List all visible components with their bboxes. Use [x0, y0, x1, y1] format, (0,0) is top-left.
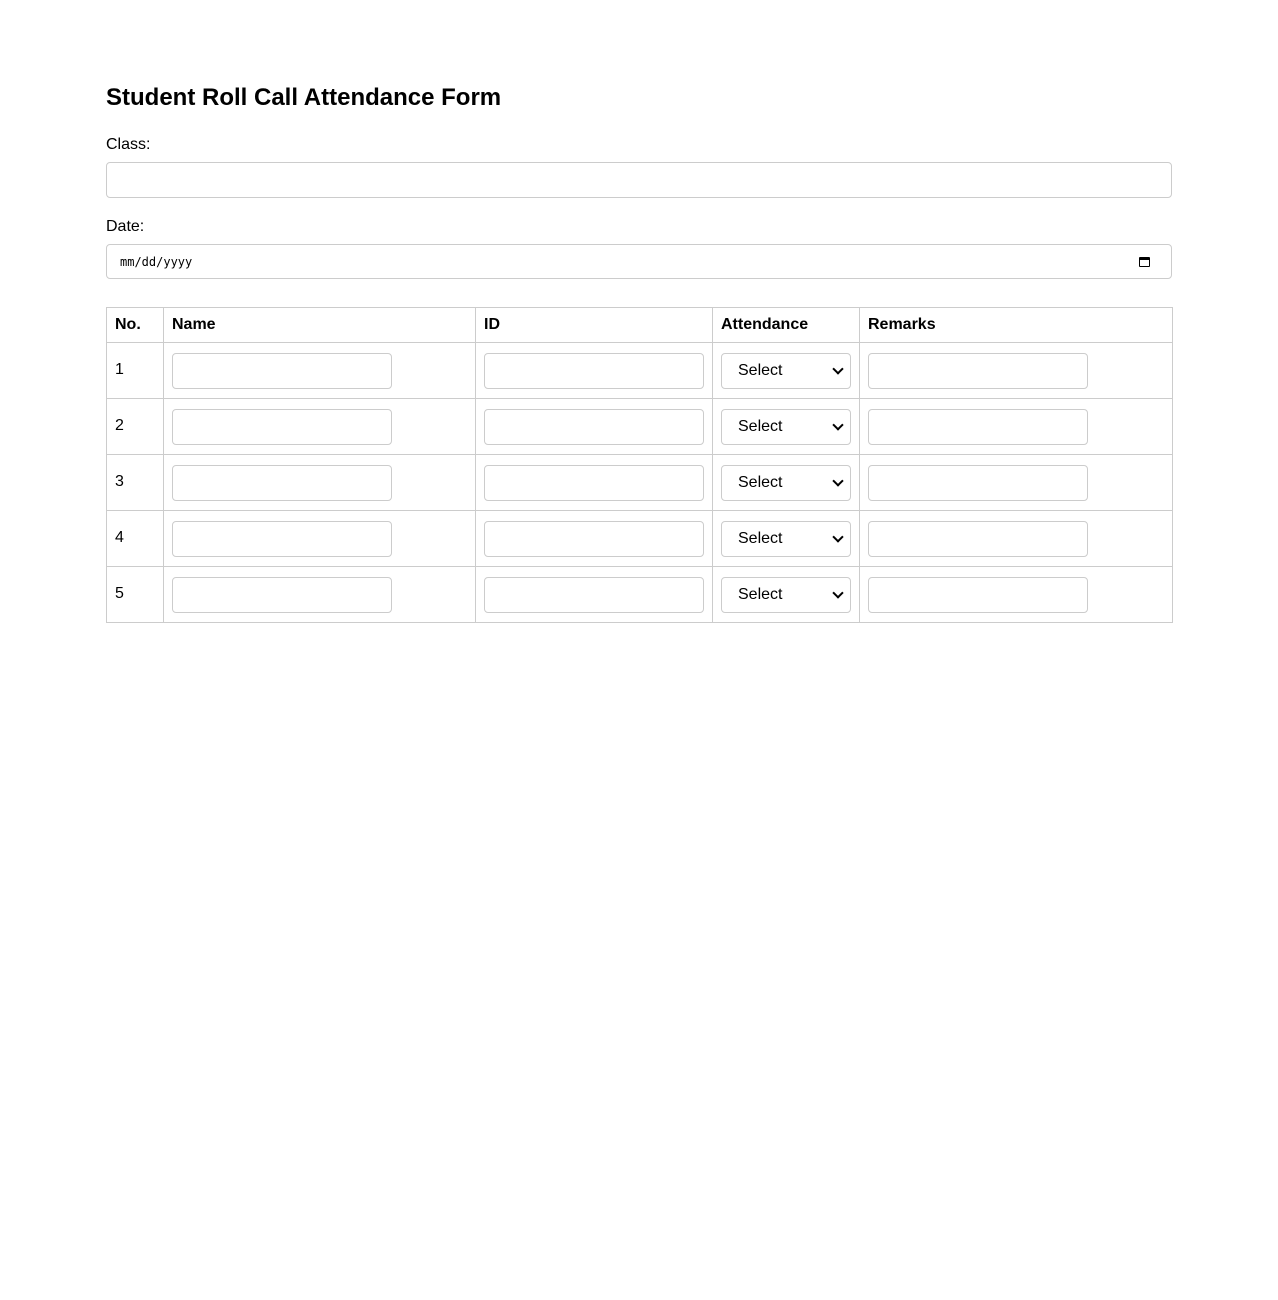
id-input[interactable] — [484, 577, 704, 613]
row-number: 2 — [107, 399, 164, 455]
header-remarks: Remarks — [860, 308, 1173, 343]
date-placeholder: mm/dd/yyyy — [120, 254, 193, 269]
id-input[interactable] — [484, 409, 704, 445]
remarks-input[interactable] — [868, 521, 1088, 557]
name-input[interactable] — [172, 353, 392, 389]
page-title: Student Roll Call Attendance Form — [106, 84, 502, 111]
row-number: 5 — [107, 567, 164, 623]
attendance-select[interactable] — [721, 521, 851, 557]
attendance-select-value: Select — [738, 530, 783, 547]
date-input[interactable] — [106, 244, 1172, 279]
attendance-select-value: Select — [738, 586, 783, 603]
name-input[interactable] — [172, 521, 392, 557]
table-row — [107, 455, 1173, 511]
class-input[interactable] — [106, 162, 1172, 198]
header-no: No. — [107, 308, 164, 343]
chevron-down-icon — [832, 419, 843, 430]
name-input[interactable] — [172, 465, 392, 501]
table-row — [107, 399, 1173, 455]
id-input[interactable] — [484, 353, 704, 389]
header-name: Name — [164, 308, 476, 343]
table-row — [107, 567, 1173, 623]
class-label: Class: — [106, 136, 151, 153]
id-input[interactable] — [484, 521, 704, 557]
attendance-select-value: Select — [738, 418, 783, 435]
attendance-select[interactable] — [721, 353, 851, 389]
remarks-input[interactable] — [868, 465, 1088, 501]
attendance-select[interactable] — [721, 577, 851, 613]
row-number: 4 — [107, 511, 164, 567]
row-number: 3 — [107, 455, 164, 511]
remarks-input[interactable] — [868, 353, 1088, 389]
header-attendance: Attendance — [713, 308, 860, 343]
name-input[interactable] — [172, 577, 392, 613]
chevron-down-icon — [832, 587, 843, 598]
chevron-down-icon — [832, 531, 843, 542]
remarks-input[interactable] — [868, 409, 1088, 445]
header-id: ID — [476, 308, 713, 343]
table-header-row — [107, 308, 1173, 343]
chevron-down-icon — [832, 363, 843, 374]
id-input[interactable] — [484, 465, 704, 501]
calendar-icon[interactable] — [1139, 257, 1150, 267]
row-number: 1 — [107, 343, 164, 399]
name-input[interactable] — [172, 409, 392, 445]
attendance-select-value: Select — [738, 362, 783, 379]
attendance-select[interactable] — [721, 409, 851, 445]
attendance-select[interactable] — [721, 465, 851, 501]
chevron-down-icon — [832, 475, 843, 486]
attendance-table — [106, 307, 1173, 623]
date-label: Date: — [106, 218, 145, 235]
attendance-select-value: Select — [738, 474, 783, 491]
table-row — [107, 343, 1173, 399]
remarks-input[interactable] — [868, 577, 1088, 613]
table-row — [107, 511, 1173, 567]
